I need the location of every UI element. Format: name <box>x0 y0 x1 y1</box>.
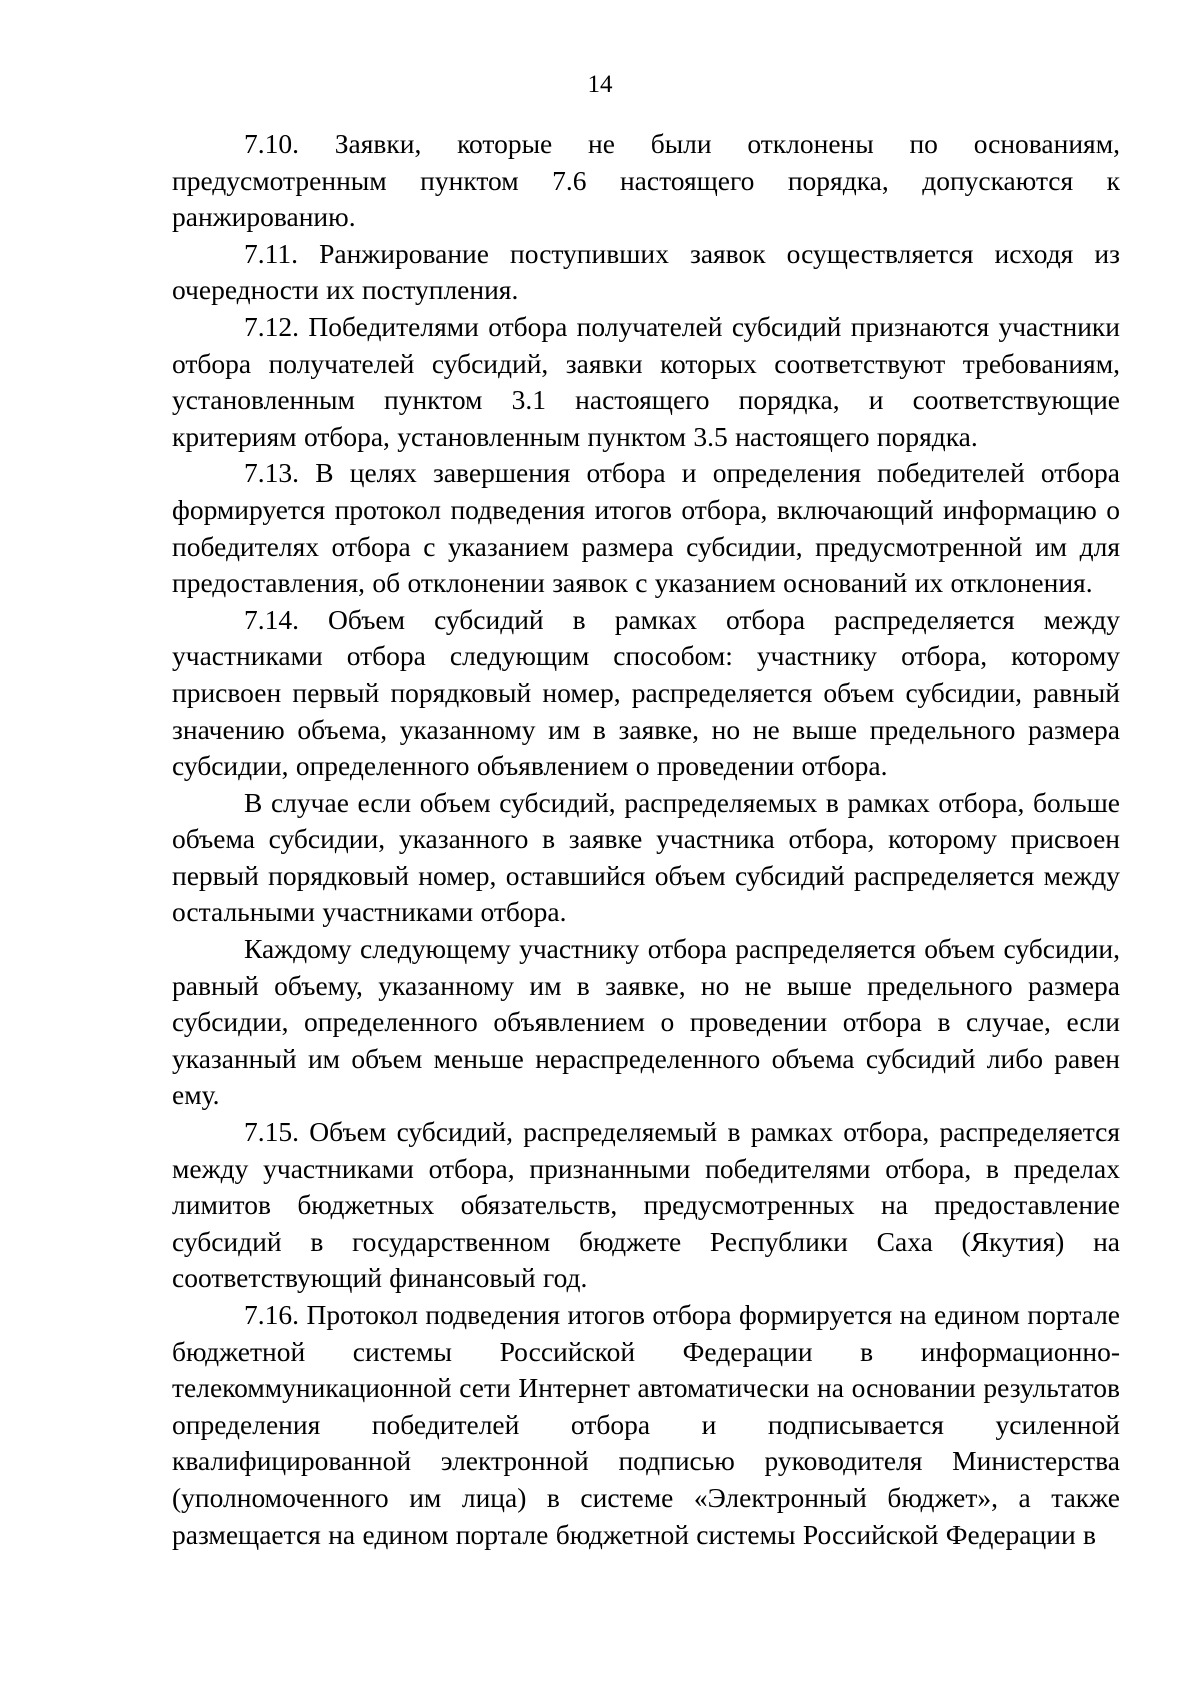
page-number: 14 <box>587 71 613 98</box>
paragraph-7-14-remainder: В случае если объем субсидий, распределяемых в рамках отбора, больше объема субсидии, указанного в заявке участника отбора, которому присвоен первый порядковый номер, оставшийся объем субсидий распределяется между остальными участниками отбора. <box>172 786 1120 928</box>
paragraph-7-10: 7.10. Заявки, которые не были отклонены по основаниям, предусмотренным пунктом 7.6 настоящего порядка, допускаются к ранжированию. <box>172 128 1120 233</box>
paragraph-7-16: 7.16. Протокол подведения итогов отбора формируется на едином портале бюджетной системы Российской Федерации в информационно-телекоммуникационной сети Интернет автоматически на основании результатов определения победителей отбора и подписывается усиленной квалифицированной электронной подписью руководителя Министерства (уполномоченного им лица) в системе «Электронный бюджет», а также размещается на едином портале бюджетной системы Российской Федерации в <box>172 1299 1120 1550</box>
paragraph-7-13: 7.13. В целях завершения отбора и определения победителей отбора формируется протокол подведения итогов отбора, включающий информацию о победителях отбора с указанием размера субсидии, предусмотренной им для предоставления, об отклонении заявок с указанием оснований их отклонения. <box>172 457 1120 599</box>
paragraph-7-15: 7.15. Объем субсидий, распределяемый в рамках отбора, распределяется между участниками отбора, признанными победителями отбора, в пределах лимитов бюджетных обязательств, предусмотренных на предоставление субсидий в государственном бюджете Республики Саха (Якутия) на соответствующий финансовый год. <box>172 1116 1120 1294</box>
paragraph-7-11: 7.11. Ранжирование поступивших заявок осуществляется исходя из очередности их поступления. <box>172 237 1120 306</box>
document-body <box>172 126 1120 1553</box>
paragraph-7-14-next-participant: Каждому следующему участнику отбора распределяется объем субсидии, равный объему, указанному им в заявке, но не выше предельного размера субсидии, определенного объявлением о проведении отбора в случае, если указанный им объем меньше нераспределенного объема субсидий либо равен ему. <box>172 933 1120 1111</box>
paragraph-7-14: 7.14. Объем субсидий в рамках отбора распределяется между участниками отбора следующим способом: участнику отбора, которому присвоен первый порядковый номер, распределяется объем субсидии, равный значению объема, указанному им в заявке, но не выше предельного размера субсидии, определенного объявлением о проведении отбора. <box>172 603 1120 782</box>
paragraph-7-12: 7.12. Победителями отбора получателей субсидий признаются участники отбора получателей субсидий, заявки которых соответствуют требованиям, установленным пунктом 3.1 настоящего порядка, и соответствующие критериям отбора, установленным пунктом 3.5 настоящего порядка. <box>172 310 1120 452</box>
